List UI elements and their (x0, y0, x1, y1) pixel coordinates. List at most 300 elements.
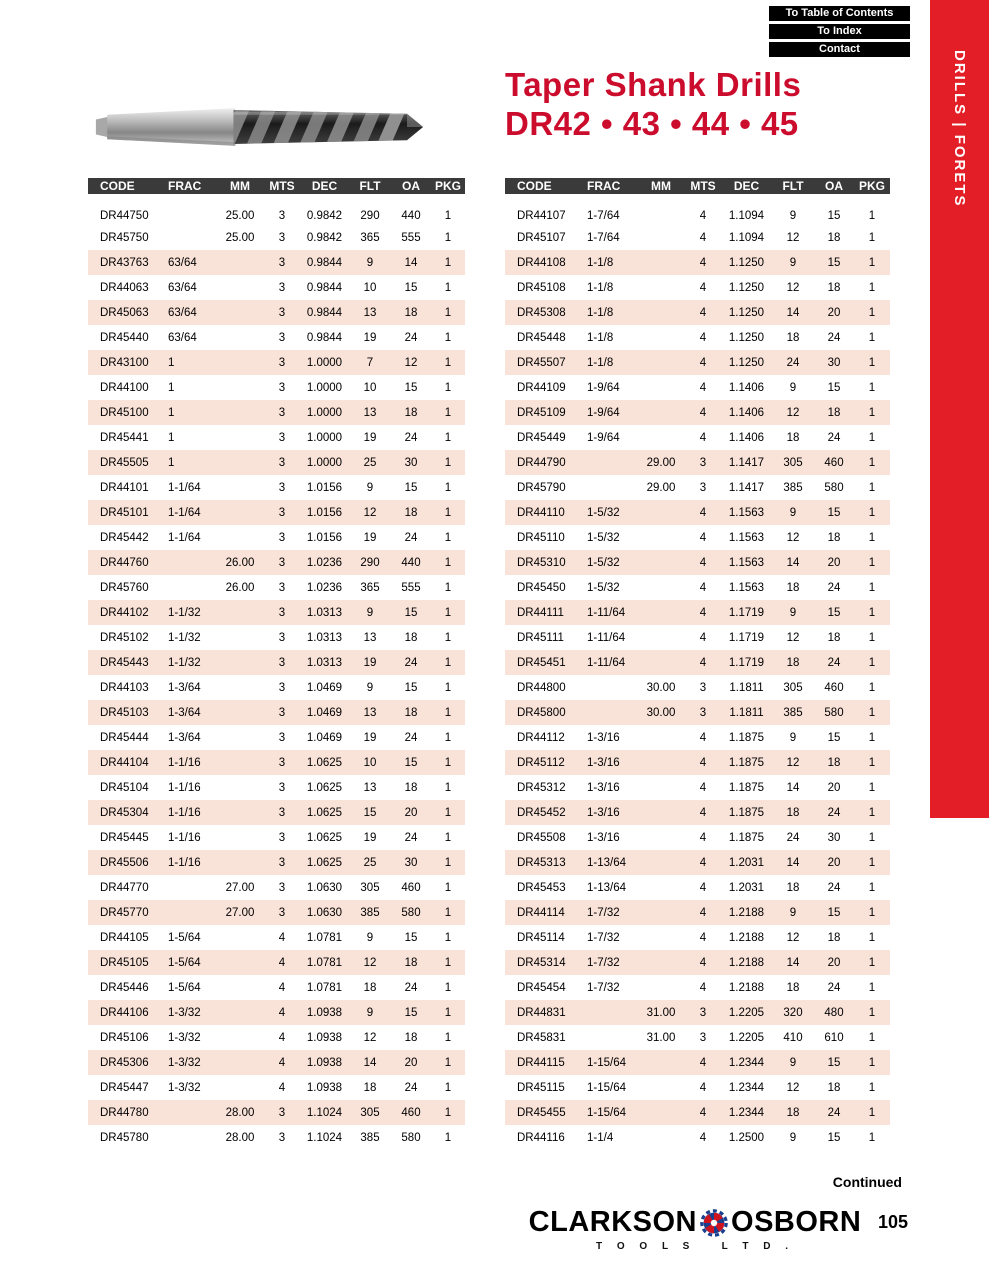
table-cell: 12 (363, 506, 377, 519)
column-header-frac: FRAC (166, 178, 216, 200)
table-cell: DR44103 (100, 681, 149, 694)
table-cell: 1-3/16 (587, 756, 620, 769)
table-cell: 4 (699, 1056, 707, 1069)
table-cell: DR45446 (100, 981, 149, 994)
table-row (88, 225, 465, 250)
table-cell: 4 (699, 406, 707, 419)
table-cell: 24 (404, 831, 418, 844)
table-cell (637, 200, 685, 225)
table-cell: 305 (360, 881, 380, 894)
table-row (88, 500, 465, 525)
table-row (88, 925, 465, 950)
table-cell (216, 1025, 264, 1050)
table-cell: 3 (699, 456, 707, 469)
table-cell: 9 (366, 931, 374, 944)
table-cell: 18 (827, 756, 841, 769)
table-cell: 1 (444, 556, 452, 569)
table-cell: 1 (444, 781, 452, 794)
logo-wordmark (510, 1206, 880, 1239)
table-cell: 24 (786, 356, 800, 369)
table-cell: 18 (786, 981, 800, 994)
table-cell: 4 (699, 881, 707, 894)
table-cell: 1.0313 (306, 656, 343, 669)
table-cell: 3 (278, 506, 286, 519)
table-cell: 1 (868, 256, 876, 269)
table-cell: DR44760 (100, 556, 149, 569)
table-cell: 410 (783, 1031, 803, 1044)
table-cell: DR45445 (100, 831, 149, 844)
table-cell: 9 (789, 506, 797, 519)
table-cell (216, 350, 264, 375)
table-cell: 27.00 (225, 881, 255, 894)
table-cell: 28.00 (225, 1106, 255, 1119)
table-cell: 24 (827, 431, 841, 444)
table-cell: 3 (278, 381, 286, 394)
table-cell: 1 (444, 431, 452, 444)
table-cell: DR44116 (517, 1131, 565, 1144)
table-cell: 1-3/32 (168, 1031, 201, 1044)
table-cell: 1.0630 (306, 881, 343, 894)
table-cell: 3 (699, 706, 707, 719)
table-cell: DR44110 (517, 506, 565, 519)
table-cell: 1.0000 (306, 356, 343, 369)
table-cell: 18 (786, 806, 800, 819)
table-cell: 1 (444, 931, 452, 944)
table-cell: 24 (404, 656, 418, 669)
table-cell: 3 (278, 656, 286, 669)
table-cell: 18 (404, 631, 418, 644)
table-row (88, 550, 465, 575)
table-cell: DR45750 (100, 231, 149, 244)
table-cell: 1-1/8 (587, 331, 614, 344)
table-cell: 12 (786, 406, 800, 419)
table-cell: 7 (366, 356, 374, 369)
table-cell (637, 575, 685, 600)
table-row (88, 950, 465, 975)
table-cell: DR44102 (100, 606, 149, 619)
table-cell: 1 (868, 456, 876, 469)
table-cell: 1 (444, 1131, 452, 1144)
table-cell: 18 (827, 531, 841, 544)
page-number: 105 (878, 1212, 909, 1232)
table-cell: DR45454 (517, 981, 566, 994)
table-cell: 63/64 (168, 256, 197, 269)
table-cell: 9 (366, 256, 374, 269)
table-cell: 1-13/64 (587, 881, 627, 894)
table-cell: 10 (363, 281, 377, 294)
table-cell (166, 225, 216, 250)
table-cell (637, 350, 685, 375)
table-cell: 9 (789, 256, 797, 269)
table-cell: DR45112 (517, 756, 565, 769)
table-cell: DR45770 (100, 906, 149, 919)
table-cell: 1-5/32 (587, 506, 620, 519)
table-cell (637, 950, 685, 975)
table-cell: 3 (278, 581, 286, 594)
table-cell: 1-9/64 (587, 381, 620, 394)
table-cell: 1 (444, 281, 452, 294)
table-cell: 1.0236 (306, 556, 343, 569)
table-cell: 1.2188 (728, 931, 765, 944)
table-row (505, 1000, 890, 1025)
table-cell: 31.00 (646, 1031, 676, 1044)
nav-index-button[interactable]: To Index (769, 24, 910, 39)
table-cell (216, 625, 264, 650)
table-cell: 1.2344 (728, 1106, 765, 1119)
table-cell: DR45455 (517, 1106, 566, 1119)
table-cell: DR45111 (517, 631, 564, 644)
table-cell (585, 1025, 637, 1050)
table-row (88, 1000, 465, 1025)
table-cell: 30.00 (646, 681, 676, 694)
table-cell: 4 (699, 1081, 707, 1094)
table-cell: DR45831 (517, 1031, 566, 1044)
table-cell: 1 (868, 906, 876, 919)
table-cell: 15 (827, 1131, 841, 1144)
table-cell: 19 (363, 431, 377, 444)
table-cell: DR44108 (517, 256, 566, 269)
table-cell: 1-3/16 (587, 781, 620, 794)
table-cell: 15 (404, 481, 418, 494)
table-cell: 24 (404, 731, 418, 744)
table-cell: 1 (444, 356, 452, 369)
table-cell: 365 (360, 581, 380, 594)
table-cell: 13 (363, 406, 377, 419)
table-cell (585, 700, 637, 725)
table-cell: 0.9844 (306, 256, 343, 269)
table-row (505, 250, 890, 275)
table-cell: 1.0781 (306, 981, 343, 994)
table-cell: 18 (827, 231, 841, 244)
table-cell: 3 (278, 256, 286, 269)
table-cell: 3 (278, 209, 286, 222)
table-row (505, 400, 890, 425)
table-cell: 1.1719 (728, 631, 765, 644)
table-row (505, 450, 890, 475)
table-cell: 1-1/64 (168, 531, 201, 544)
table-cell: DR45451 (517, 656, 566, 669)
table-cell: 1.0781 (306, 931, 343, 944)
table-row (505, 500, 890, 525)
table-cell: 1 (868, 781, 876, 794)
table-row (88, 800, 465, 825)
table-cell (216, 500, 264, 525)
table-cell: 1 (868, 831, 876, 844)
table-cell: 1-3/32 (168, 1056, 201, 1069)
table-cell: 3 (699, 1031, 707, 1044)
table-cell: 1-1/32 (168, 656, 201, 669)
table-cell: 1 (868, 331, 876, 344)
continued-label: Continued (832, 1174, 902, 1190)
gear-logo-icon (700, 1209, 728, 1237)
table-cell: 18 (404, 406, 418, 419)
table-cell: 1-9/64 (587, 406, 620, 419)
table-cell: 25 (363, 456, 377, 469)
table-row (88, 650, 465, 675)
nav-contact-button[interactable]: Contact (769, 42, 910, 57)
table-cell: DR45103 (100, 706, 149, 719)
table-row (88, 850, 465, 875)
table-row (88, 1050, 465, 1075)
table-cell: DR44063 (100, 281, 149, 294)
table-cell: 1.2031 (728, 881, 765, 894)
table-cell: 3 (278, 556, 286, 569)
table-cell (585, 675, 637, 700)
table-cell: 29.00 (646, 481, 676, 494)
table-cell: 24 (404, 331, 418, 344)
table-cell: 15 (404, 681, 418, 694)
column-header-mts: MTS (685, 178, 721, 200)
table-cell: 1-11/64 (587, 606, 626, 619)
table-cell: 63/64 (168, 331, 197, 344)
table-cell (637, 600, 685, 625)
table-cell: 4 (699, 906, 707, 919)
table-cell (637, 525, 685, 550)
table-cell: 1.1250 (728, 256, 765, 269)
table-cell: 18 (827, 281, 841, 294)
table-cell: 15 (404, 281, 418, 294)
table-cell: 460 (824, 681, 844, 694)
table-cell (637, 850, 685, 875)
table-cell: 13 (363, 631, 377, 644)
table-cell: 1.1875 (728, 831, 765, 844)
table-row (88, 775, 465, 800)
title-line2: DR42 • 43 • 44 • 45 (505, 105, 799, 142)
table-cell: 28.00 (225, 1131, 255, 1144)
table-cell: 12 (786, 756, 800, 769)
table-cell: 1.0625 (306, 781, 343, 794)
table-cell: 1 (868, 356, 876, 369)
table-row (505, 575, 890, 600)
brand-subtitle: T O O L S L T D . (595, 1241, 795, 1252)
table-cell: 18 (363, 1081, 377, 1094)
table-cell (216, 1075, 264, 1100)
table-cell: 19 (363, 331, 377, 344)
table-cell: 4 (699, 331, 707, 344)
table-cell: 3 (278, 706, 286, 719)
table-cell: 9 (366, 1006, 374, 1019)
table-cell: 1-3/16 (587, 806, 620, 819)
table-cell: 24 (827, 981, 841, 994)
data-table (88, 178, 465, 1150)
table-cell: 1 (868, 1031, 876, 1044)
table-cell: DR45306 (100, 1056, 149, 1069)
table-row (88, 900, 465, 925)
table-cell: DR45443 (100, 656, 149, 669)
table-cell: 4 (278, 1006, 286, 1019)
table-cell (637, 875, 685, 900)
table-cell: 12 (404, 356, 418, 369)
table-cell: 460 (401, 881, 421, 894)
table-cell: DR45453 (517, 881, 566, 894)
table-cell: 24 (827, 331, 841, 344)
table-cell: 1 (868, 209, 876, 222)
table-cell: 1.1563 (728, 506, 765, 519)
table-cell (216, 650, 264, 675)
table-cell: 1.1094 (728, 231, 765, 244)
table-cell: 1.1563 (728, 556, 765, 569)
table-cell: 18 (786, 581, 800, 594)
table-cell: 1 (168, 456, 175, 469)
table-row (88, 525, 465, 550)
data-table (505, 178, 890, 1150)
table-cell: 1 (444, 231, 452, 244)
table-cell: 29.00 (646, 456, 676, 469)
table-cell: 3 (278, 431, 286, 444)
table-cell (637, 250, 685, 275)
table-cell: 4 (699, 656, 707, 669)
table-cell: 4 (278, 956, 286, 969)
table-cell: 18 (786, 656, 800, 669)
table-cell: 0.9842 (306, 209, 343, 222)
table-cell: 26.00 (225, 556, 255, 569)
table-cell: 27.00 (225, 906, 255, 919)
table-row (505, 600, 890, 625)
column-header-dec: DEC (300, 178, 349, 200)
column-header-code: CODE (505, 178, 585, 200)
table-cell: 19 (363, 531, 377, 544)
table-cell: 1.0156 (306, 481, 343, 494)
table-cell: 1-5/64 (168, 931, 201, 944)
table-cell (637, 800, 685, 825)
table-cell: DR44770 (100, 881, 149, 894)
table-cell: 1 (444, 406, 452, 419)
column-header-mm: MM (637, 178, 685, 200)
table-cell: 1-11/64 (587, 631, 626, 644)
table-cell: DR44105 (100, 931, 149, 944)
table-cell: 18 (827, 1081, 841, 1094)
table-cell: 9 (789, 381, 797, 394)
table-cell: 1 (168, 356, 175, 369)
table-cell: 0.9844 (306, 306, 343, 319)
table-cell: 19 (363, 656, 377, 669)
table-cell: DR44750 (100, 209, 149, 222)
table-cell: 4 (699, 981, 707, 994)
table-cell: 24 (404, 981, 418, 994)
table-row (505, 325, 890, 350)
table-cell: 1.0625 (306, 856, 343, 869)
table-cell: DR43100 (100, 356, 149, 369)
table-cell (637, 925, 685, 950)
table-cell (166, 575, 216, 600)
table-cell: 1.0469 (306, 706, 343, 719)
column-header-flt: FLT (772, 178, 814, 200)
table-cell: 1-1/32 (168, 606, 201, 619)
table-cell: 4 (699, 281, 707, 294)
table-cell: 1.1406 (728, 381, 765, 394)
table-cell (216, 725, 264, 750)
table-cell: 3 (278, 906, 286, 919)
table-cell: DR45452 (517, 806, 566, 819)
table-cell: 1-1/16 (168, 856, 201, 869)
table-cell: 460 (401, 1106, 421, 1119)
table-row (505, 725, 890, 750)
table-cell: 1 (444, 881, 452, 894)
table-cell: 1.0938 (306, 1081, 343, 1094)
table-row (505, 775, 890, 800)
table-cell (216, 425, 264, 450)
table-cell: 385 (360, 1131, 380, 1144)
drill-table-right (505, 178, 890, 1150)
table-cell (637, 775, 685, 800)
table-cell: DR45447 (100, 1081, 149, 1094)
table-cell: 3 (278, 531, 286, 544)
table-cell: 18 (786, 1106, 800, 1119)
table-cell (637, 550, 685, 575)
table-cell: 30.00 (646, 706, 676, 719)
table-cell: DR45304 (100, 806, 149, 819)
table-cell (637, 400, 685, 425)
table-cell (585, 450, 637, 475)
table-cell: 9 (789, 1056, 797, 1069)
table-row (88, 625, 465, 650)
table-cell: 1 (444, 806, 452, 819)
section-label: DRILLS | FORETS (951, 50, 968, 208)
table-row (505, 425, 890, 450)
table-cell: 1.1875 (728, 806, 765, 819)
table-cell: 15 (827, 381, 841, 394)
table-cell (216, 825, 264, 850)
table-cell: 555 (401, 581, 421, 594)
table-cell (637, 275, 685, 300)
table-cell: 9 (366, 481, 374, 494)
table-cell: 4 (699, 531, 707, 544)
table-row (505, 925, 890, 950)
column-header-flt: FLT (349, 178, 391, 200)
table-cell: 1 (868, 1081, 876, 1094)
table-cell (166, 550, 216, 575)
table-cell: 15 (827, 606, 841, 619)
table-cell: DR44115 (517, 1056, 565, 1069)
table-cell: 15 (827, 1056, 841, 1069)
table-cell: 440 (401, 556, 421, 569)
table-cell (216, 325, 264, 350)
table-cell: 1-5/32 (587, 581, 620, 594)
table-cell: 12 (363, 1031, 377, 1044)
table-cell: 1.1719 (728, 606, 765, 619)
table-cell: DR45063 (100, 306, 149, 319)
table-cell: 4 (699, 356, 707, 369)
table-cell: 18 (404, 706, 418, 719)
table-cell: 1 (168, 381, 175, 394)
table-cell: 1.0781 (306, 956, 343, 969)
table-cell: 305 (360, 1106, 380, 1119)
table-cell: 4 (699, 256, 707, 269)
table-cell (216, 450, 264, 475)
table-cell: 3 (699, 481, 707, 494)
table-cell: 12 (786, 531, 800, 544)
table-cell: 1-1/64 (168, 481, 201, 494)
table-cell: 385 (783, 481, 803, 494)
table-cell: 4 (699, 231, 707, 244)
table-cell: 3 (278, 481, 286, 494)
table-cell: 3 (699, 1006, 707, 1019)
table-cell: DR44109 (517, 381, 566, 394)
table-cell (216, 300, 264, 325)
table-cell: 18 (363, 981, 377, 994)
table-cell: 3 (278, 281, 286, 294)
table-cell: 1-9/64 (587, 431, 620, 444)
table-row (88, 1075, 465, 1100)
table-cell: 1.1417 (728, 481, 765, 494)
nav-table-of-contents-button[interactable]: To Table of Contents (769, 6, 910, 21)
table-cell (637, 750, 685, 775)
table-cell: 1-1/8 (587, 306, 614, 319)
table-row (505, 1025, 890, 1050)
table-cell: 9 (789, 906, 797, 919)
table-cell: 580 (824, 481, 844, 494)
table-cell: 1.0313 (306, 606, 343, 619)
